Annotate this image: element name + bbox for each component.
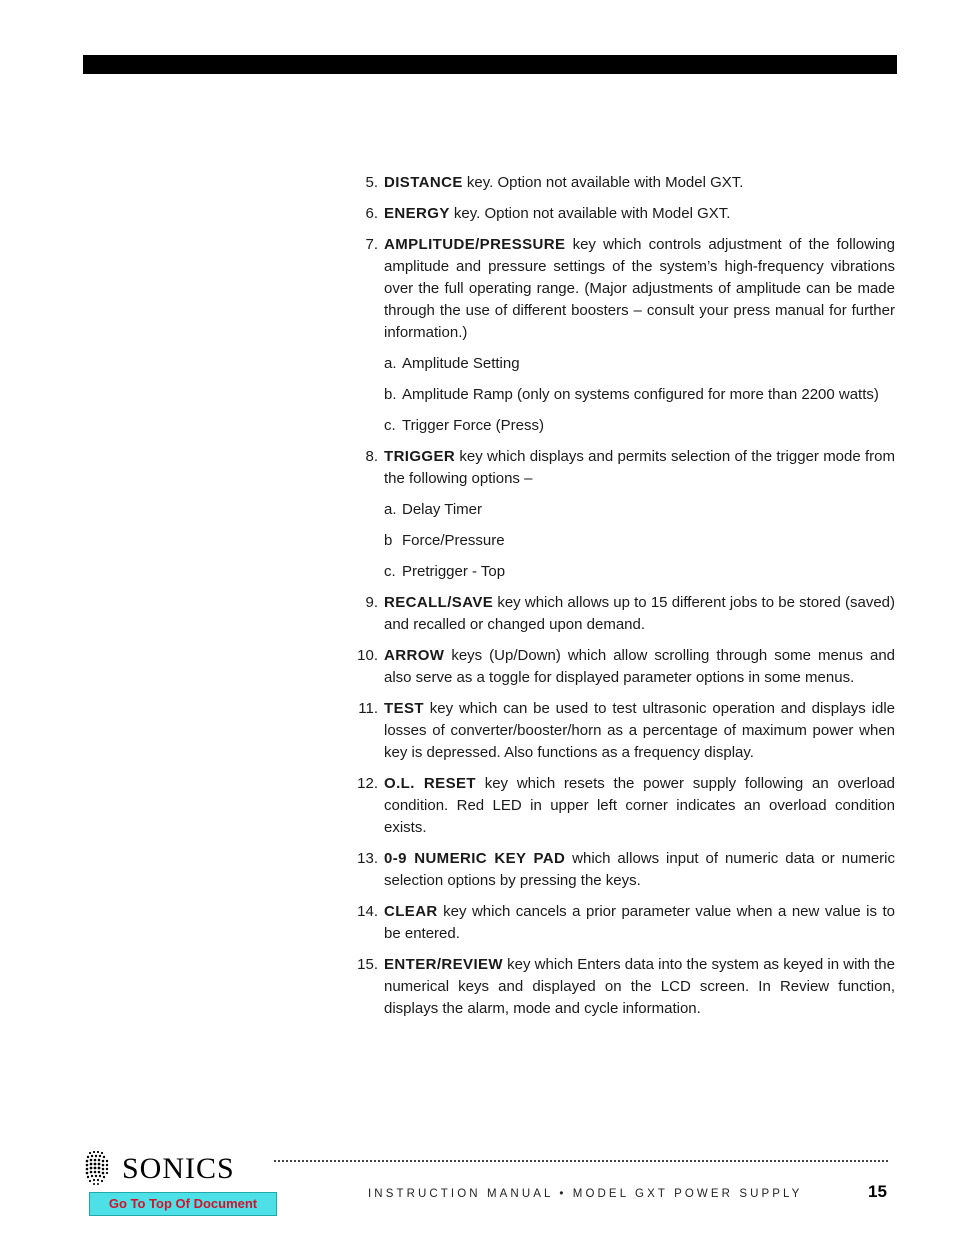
sub-text: Trigger Force (Press) <box>402 417 544 434</box>
item-number: 12. <box>357 775 378 792</box>
list-item <box>350 172 895 194</box>
sub-item <box>350 499 895 521</box>
sub-text: Pretrigger - Top <box>402 563 506 580</box>
go-to-top-button[interactable]: Go To Top Of Document <box>89 1192 277 1216</box>
page-number: 15 <box>868 1182 887 1201</box>
item-number: 6. <box>365 205 378 222</box>
sub-item <box>350 415 895 437</box>
key-name: RECALL/SAVE <box>384 594 494 611</box>
item-text: key which resets the power supply following an overload condition. Red LED in upper left corner indicates an overload condition exists. <box>384 775 896 836</box>
header-bar <box>83 55 897 74</box>
sub-item <box>350 384 895 406</box>
list-item <box>350 901 895 945</box>
key-name: TRIGGER <box>384 448 456 465</box>
item-text: key which cancels a prior parameter value when a new value is to be entered. <box>384 903 895 942</box>
sub-text: Amplitude Setting <box>402 355 520 372</box>
sub-item <box>350 561 895 583</box>
item-number: 7. <box>365 236 378 253</box>
sub-text: Delay Timer <box>402 501 483 518</box>
list-item <box>350 234 895 344</box>
item-number: 9. <box>365 594 378 611</box>
list-item <box>350 698 895 764</box>
key-name: ENTER/REVIEW <box>384 956 503 973</box>
manual-title: INSTRUCTION MANUAL • MODEL GXT POWER SUPPLY <box>368 1188 803 1200</box>
sub-letter: a. <box>384 501 397 518</box>
item-number: 11. <box>358 700 378 717</box>
sonics-dots-icon <box>84 1150 112 1186</box>
list-item <box>350 203 895 225</box>
sonics-logo <box>84 1150 266 1186</box>
item-text: key which controls adjustment of the following amplitude and pressure settings of the system’s high-frequency vibrations over the full operating range. (Major adjustments of amplitude can be made through the use of different boosters – consult your press manual for further information.) <box>384 236 895 341</box>
footer-divider <box>274 1160 888 1162</box>
sub-letter: c. <box>384 563 396 580</box>
key-name: TEST <box>384 700 424 717</box>
sub-item <box>350 353 895 375</box>
key-name: ARROW <box>384 647 445 664</box>
key-name: DISTANCE <box>384 174 463 191</box>
list-item <box>350 592 895 636</box>
sub-letter: c. <box>384 417 396 434</box>
list-item <box>350 954 895 1020</box>
item-text: key which can be used to test ultrasonic operation and displays idle losses of converter/booster/horn as a percentage of maximum power when key is depressed. Also functions as a frequency display. <box>384 700 895 761</box>
sub-text: Amplitude Ramp (only on systems configured for more than 2200 watts) <box>402 386 879 403</box>
item-number: 15. <box>357 956 378 973</box>
key-name: CLEAR <box>384 903 438 920</box>
item-number: 5. <box>365 174 378 191</box>
item-text: key which allows up to 15 different jobs to be stored (saved) and recalled or changed upon demand. <box>384 594 895 633</box>
item-text: key which displays and permits selection of the trigger mode from the following options – <box>384 448 895 487</box>
item-number: 8. <box>365 448 378 465</box>
sub-item <box>350 530 895 552</box>
key-name: AMPLITUDE/PRESSURE <box>384 236 566 253</box>
brand-name: SONICS <box>122 1152 235 1185</box>
key-descriptions <box>350 172 895 1029</box>
item-number: 10. <box>357 647 378 664</box>
key-name: ENERGY <box>384 205 450 222</box>
item-text: which allows input of numeric data or numeric selection options by pressing the keys. <box>384 850 895 889</box>
item-text: key. Option not available with Model GXT. <box>462 174 744 191</box>
sub-letter: a. <box>384 355 397 372</box>
item-text: key which Enters data into the system as keyed in with the numerical keys and displayed on the LCD screen. In Review function, displays the alarm, mode and cycle information. <box>384 956 895 1017</box>
key-name: O.L. RESET <box>384 775 476 792</box>
item-number: 14. <box>357 903 378 920</box>
sub-letter: b. <box>384 386 397 403</box>
item-text: key. Option not available with Model GXT. <box>449 205 731 222</box>
list-item <box>350 645 895 689</box>
item-number: 13. <box>357 850 378 867</box>
sub-text: Force/Pressure <box>402 532 505 549</box>
list-item <box>350 446 895 490</box>
key-name: 0-9 NUMERIC KEY PAD <box>384 850 566 867</box>
sub-letter: b <box>384 532 393 549</box>
list-item <box>350 773 895 839</box>
list-item <box>350 848 895 892</box>
item-text: keys (Up/Down) which allow scrolling through some menus and also serve as a toggle for displayed parameter options in some menus. <box>384 647 895 686</box>
